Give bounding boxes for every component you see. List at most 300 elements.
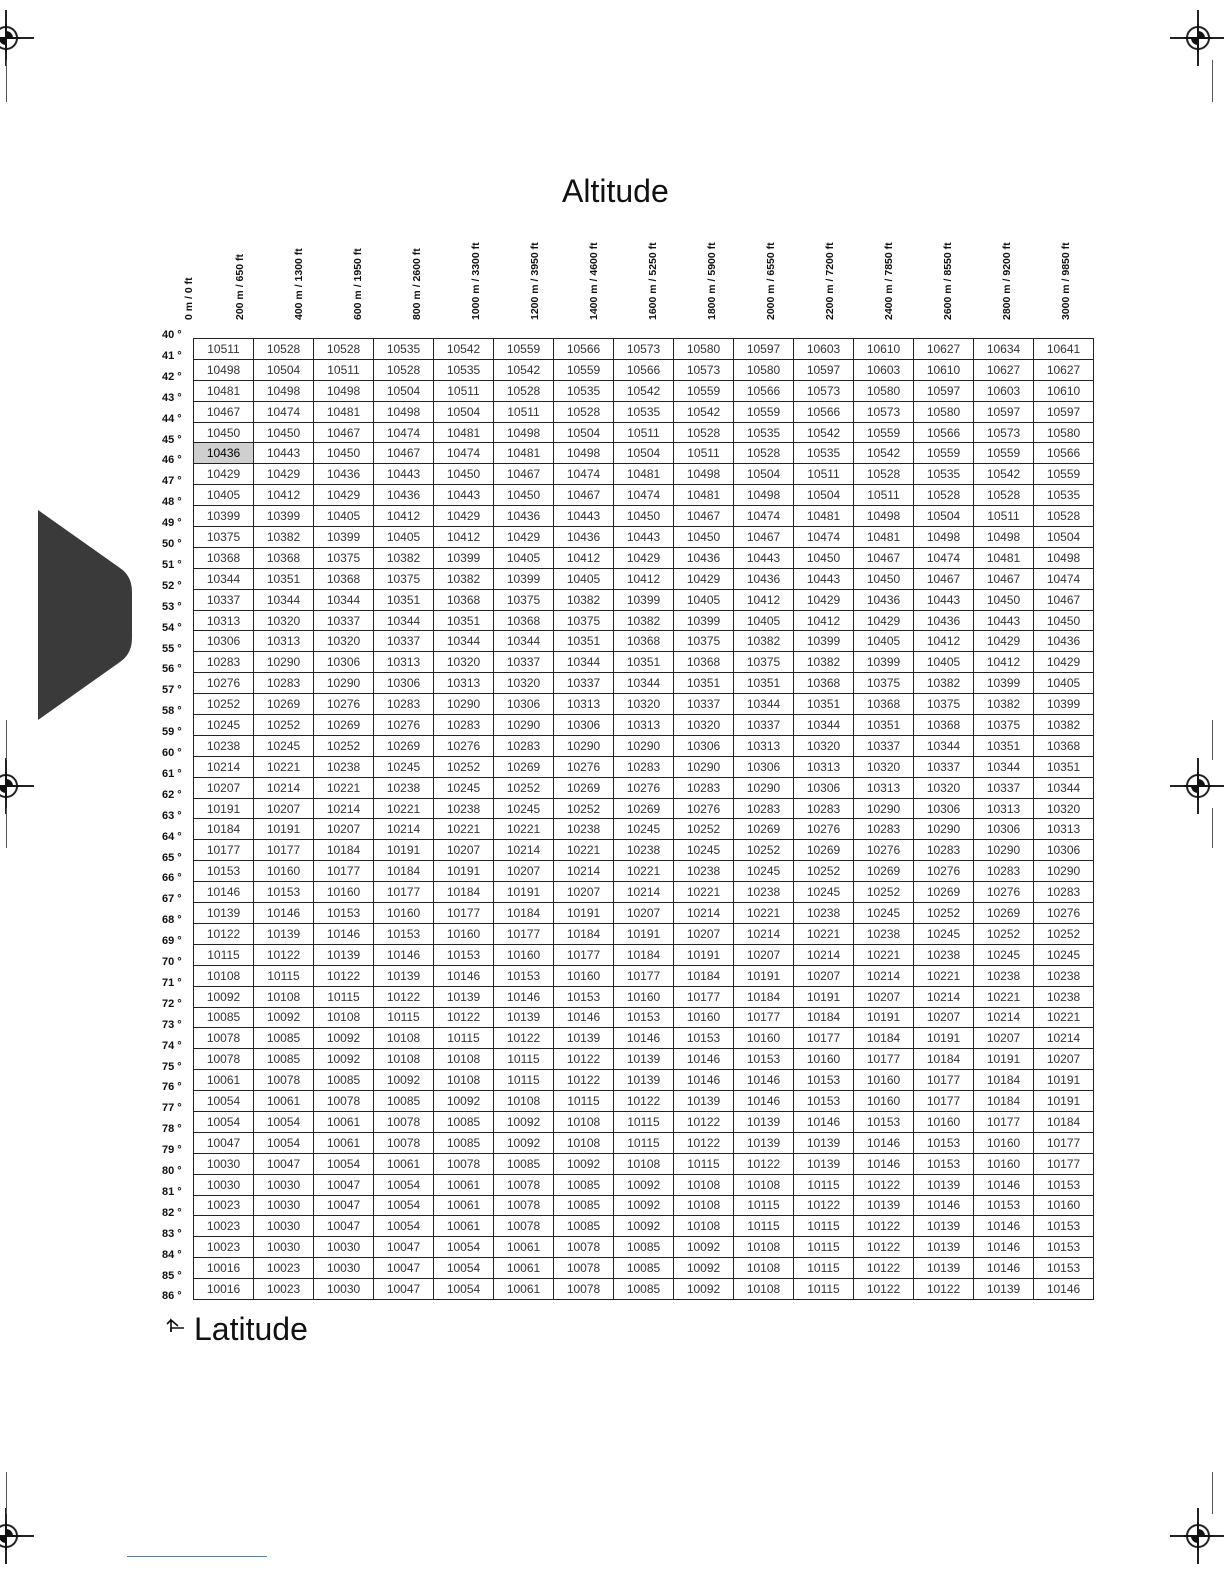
column-header-label: 800 m / 2600 ft <box>411 248 423 320</box>
table-cell: 10092 <box>554 1153 614 1174</box>
table-cell: 10375 <box>674 631 734 652</box>
table-cell: 10320 <box>614 694 674 715</box>
table-cell: 10177 <box>734 1007 794 1028</box>
table-row <box>194 1132 1094 1153</box>
table-cell: 10160 <box>674 1007 734 1028</box>
table-cell: 10177 <box>1034 1132 1094 1153</box>
table-cell: 10191 <box>614 923 674 944</box>
table-cell: 10160 <box>314 882 374 903</box>
latitude-label: 41 ° <box>162 349 182 362</box>
table-cell: 10320 <box>854 756 914 777</box>
table-cell: 10160 <box>494 944 554 965</box>
table-cell: 10306 <box>674 735 734 756</box>
table-cell: 10016 <box>194 1258 254 1279</box>
table-cell: 10122 <box>674 1111 734 1132</box>
table-cell: 10245 <box>194 715 254 736</box>
table-cell: 10399 <box>434 547 494 568</box>
table-cell: 10214 <box>854 965 914 986</box>
latitude-label: 80 ° <box>162 1165 182 1177</box>
table-cell: 10061 <box>494 1279 554 1300</box>
table-cell: 10214 <box>494 840 554 861</box>
table-row <box>194 527 1094 548</box>
table-cell: 10269 <box>734 819 794 840</box>
table-cell: 10597 <box>974 401 1034 422</box>
table-cell: 10313 <box>854 777 914 798</box>
table-cell: 10030 <box>194 1174 254 1195</box>
table-cell: 10474 <box>614 485 674 506</box>
table-cell: 10054 <box>434 1237 494 1258</box>
table-cell: 10184 <box>1034 1111 1094 1132</box>
latitude-label: 48 ° <box>162 496 182 509</box>
table-cell: 10306 <box>914 798 974 819</box>
table-cell: 10511 <box>614 422 674 443</box>
table-cell: 10283 <box>1034 882 1094 903</box>
table-row <box>194 819 1094 840</box>
table-cell: 10108 <box>254 986 314 1007</box>
table-cell: 10351 <box>374 589 434 610</box>
latitude-label: 74 ° <box>162 1039 182 1052</box>
table-cell: 10306 <box>374 673 434 694</box>
table-cell: 10115 <box>794 1216 854 1237</box>
table-cell: 10610 <box>854 339 914 360</box>
table-cell: 10146 <box>674 1070 734 1091</box>
table-cell: 10351 <box>734 673 794 694</box>
table-cell: 10634 <box>974 339 1034 360</box>
table-cell: 10344 <box>254 589 314 610</box>
table-cell: 10450 <box>254 422 314 443</box>
latitude-label: 77 ° <box>162 1102 182 1115</box>
latitude-label: 40 ° <box>162 329 182 341</box>
column-header <box>588 220 602 320</box>
table-cell: 10337 <box>914 756 974 777</box>
table-cell: 10375 <box>734 652 794 673</box>
table-cell: 10337 <box>194 589 254 610</box>
table-cell: 10351 <box>434 610 494 631</box>
latitude-label: 60 ° <box>162 747 182 759</box>
latitude-label: 52 ° <box>162 579 182 592</box>
registration-mark-mid-right <box>1178 766 1218 806</box>
table-cell: 10047 <box>314 1195 374 1216</box>
registration-mark-top-right <box>1178 18 1218 58</box>
table-cell: 10139 <box>434 986 494 1007</box>
table-cell: 10276 <box>854 840 914 861</box>
table-cell: 10030 <box>254 1216 314 1237</box>
table-cell: 10214 <box>314 798 374 819</box>
table-cell: 10504 <box>614 443 674 464</box>
table-cell: 10306 <box>494 694 554 715</box>
column-header <box>352 220 366 320</box>
table-cell: 10122 <box>374 986 434 1007</box>
table-cell: 10436 <box>914 610 974 631</box>
table-cell: 10184 <box>374 861 434 882</box>
table-cell: 10191 <box>194 798 254 819</box>
table-cell: 10542 <box>674 401 734 422</box>
table-cell: 10498 <box>974 527 1034 548</box>
table-row <box>194 1237 1094 1258</box>
table-cell: 10139 <box>674 1091 734 1112</box>
table-cell: 10078 <box>374 1132 434 1153</box>
table-cell: 10306 <box>794 777 854 798</box>
table-cell: 10368 <box>674 652 734 673</box>
table-cell: 10092 <box>314 1028 374 1049</box>
page-title: Altitude <box>562 173 669 209</box>
column-header <box>529 220 543 320</box>
table-cell: 10566 <box>914 422 974 443</box>
table-cell: 10221 <box>674 882 734 903</box>
table-cell: 10290 <box>554 735 614 756</box>
table-cell: 10184 <box>734 986 794 1007</box>
table-cell: 10122 <box>674 1132 734 1153</box>
table-cell: 10177 <box>254 840 314 861</box>
table-cell: 10061 <box>434 1174 494 1195</box>
table-cell: 10030 <box>314 1258 374 1279</box>
table-cell: 10122 <box>854 1258 914 1279</box>
table-cell: 10399 <box>494 568 554 589</box>
table-cell: 10252 <box>734 840 794 861</box>
latitude-label: 66 ° <box>162 872 182 885</box>
table-cell: 10115 <box>614 1111 674 1132</box>
table-cell: 10405 <box>854 631 914 652</box>
table-cell: 10528 <box>314 339 374 360</box>
table-cell: 10412 <box>974 652 1034 673</box>
footer-rule <box>127 1556 267 1557</box>
table-cell: 10481 <box>974 547 1034 568</box>
table-cell: 10580 <box>914 401 974 422</box>
table-cell: 10238 <box>974 965 1034 986</box>
table-cell: 10467 <box>914 568 974 589</box>
table-cell: 10375 <box>914 694 974 715</box>
table-row <box>194 1070 1094 1091</box>
table-cell: 10382 <box>794 652 854 673</box>
table-cell: 10443 <box>614 527 674 548</box>
table-cell: 10375 <box>194 527 254 548</box>
table-cell: 10078 <box>194 1049 254 1070</box>
table-cell: 10108 <box>674 1174 734 1195</box>
table-cell: 10344 <box>734 694 794 715</box>
table-cell: 10139 <box>914 1237 974 1258</box>
table-cell: 10405 <box>554 568 614 589</box>
table-cell: 10122 <box>554 1049 614 1070</box>
table-cell: 10214 <box>674 903 734 924</box>
table-cell: 10221 <box>374 798 434 819</box>
table-cell: 10207 <box>314 819 374 840</box>
table-cell: 10177 <box>1034 1153 1094 1174</box>
table-cell: 10092 <box>194 986 254 1007</box>
table-cell: 10153 <box>254 882 314 903</box>
table-cell: 10627 <box>974 359 1034 380</box>
table-cell: 10559 <box>854 422 914 443</box>
table-cell: 10412 <box>734 589 794 610</box>
table-cell: 10054 <box>194 1111 254 1132</box>
table-cell: 10511 <box>854 485 914 506</box>
column-header-label: 400 m / 1300 ft <box>293 248 305 320</box>
table-cell: 10023 <box>254 1279 314 1300</box>
table-cell: 10207 <box>554 882 614 903</box>
latitude-label: 68 ° <box>162 914 182 927</box>
table-cell: 10252 <box>254 715 314 736</box>
table-cell: 10054 <box>314 1153 374 1174</box>
table-cell: 10467 <box>1034 589 1094 610</box>
table-cell: 10313 <box>734 735 794 756</box>
table-cell: 10566 <box>1034 443 1094 464</box>
column-header-label: 1000 m / 3300 ft <box>470 242 482 320</box>
table-cell: 10252 <box>554 798 614 819</box>
table-cell: 10160 <box>974 1132 1034 1153</box>
table-cell: 10160 <box>734 1028 794 1049</box>
table-cell: 10238 <box>914 944 974 965</box>
table-cell: 10085 <box>614 1237 674 1258</box>
crop-line <box>6 808 7 848</box>
table-cell: 10474 <box>734 506 794 527</box>
latitude-label: 56 ° <box>162 663 182 676</box>
row-axis-label: Latitude <box>194 1311 308 1347</box>
table-cell: 10139 <box>614 1049 674 1070</box>
table-cell: 10061 <box>434 1195 494 1216</box>
latitude-label: 49 ° <box>162 517 182 530</box>
table-row <box>194 1111 1094 1132</box>
table-cell: 10207 <box>794 965 854 986</box>
table-row <box>194 965 1094 986</box>
table-row <box>194 756 1094 777</box>
table-cell: 10122 <box>314 965 374 986</box>
table-cell: 10429 <box>974 631 1034 652</box>
table-cell: 10320 <box>314 631 374 652</box>
table-cell: 10108 <box>734 1174 794 1195</box>
table-cell: 10238 <box>794 903 854 924</box>
table-cell: 10382 <box>614 610 674 631</box>
table-cell: 10399 <box>854 652 914 673</box>
table-cell: 10405 <box>494 547 554 568</box>
table-cell: 10313 <box>374 652 434 673</box>
table-cell: 10283 <box>254 673 314 694</box>
table-cell: 10283 <box>734 798 794 819</box>
table-cell: 10238 <box>194 735 254 756</box>
table-cell: 10511 <box>434 380 494 401</box>
table-cell: 10580 <box>1034 422 1094 443</box>
column-header-label: 2800 m / 9200 ft <box>1001 242 1013 320</box>
table-cell: 10344 <box>1034 777 1094 798</box>
table-cell: 10467 <box>554 485 614 506</box>
table-cell: 10191 <box>794 986 854 1007</box>
latitude-label: 54 ° <box>162 621 182 634</box>
table-cell: 10177 <box>974 1111 1034 1132</box>
table-row <box>194 944 1094 965</box>
table-cell: 10054 <box>254 1132 314 1153</box>
table-cell: 10559 <box>734 401 794 422</box>
table-cell: 10115 <box>374 1007 434 1028</box>
table-cell: 10351 <box>554 631 614 652</box>
table-cell: 10153 <box>974 1195 1034 1216</box>
table-row <box>194 923 1094 944</box>
table-cell: 10221 <box>494 819 554 840</box>
table-cell: 10207 <box>1034 1049 1094 1070</box>
table-cell: 10375 <box>374 568 434 589</box>
table-cell: 10474 <box>374 422 434 443</box>
table-cell: 10245 <box>614 819 674 840</box>
table-cell: 10542 <box>794 422 854 443</box>
latitude-label: 47 ° <box>162 475 182 488</box>
table-cell: 10429 <box>194 464 254 485</box>
table-cell: 10047 <box>374 1237 434 1258</box>
table-cell: 10214 <box>374 819 434 840</box>
table-cell: 10139 <box>554 1028 614 1049</box>
table-cell: 10245 <box>674 840 734 861</box>
table-cell: 10115 <box>494 1070 554 1091</box>
table-cell: 10276 <box>974 882 1034 903</box>
table-cell: 10344 <box>914 735 974 756</box>
table-cell: 10252 <box>914 903 974 924</box>
table-cell: 10276 <box>374 715 434 736</box>
table-cell: 10405 <box>194 485 254 506</box>
table-cell: 10184 <box>674 965 734 986</box>
table-cell: 10108 <box>674 1195 734 1216</box>
latitude-label: 42 ° <box>162 370 182 383</box>
table-cell: 10047 <box>194 1132 254 1153</box>
table-cell: 10276 <box>434 735 494 756</box>
table-cell: 10269 <box>554 777 614 798</box>
registration-mark-bottom-right <box>1178 1516 1218 1556</box>
table-cell: 10429 <box>614 547 674 568</box>
table-cell: 10221 <box>914 965 974 986</box>
table-cell: 10092 <box>674 1237 734 1258</box>
table-cell: 10535 <box>554 380 614 401</box>
table-cell: 10269 <box>794 840 854 861</box>
table-cell: 10153 <box>854 1111 914 1132</box>
table-cell: 10306 <box>734 756 794 777</box>
table-cell: 10498 <box>1034 547 1094 568</box>
table-cell: 10191 <box>1034 1091 1094 1112</box>
table-cell: 10450 <box>494 485 554 506</box>
table-cell: 10603 <box>794 339 854 360</box>
table-cell: 10160 <box>914 1111 974 1132</box>
table-cell: 10313 <box>254 631 314 652</box>
table-cell: 10269 <box>974 903 1034 924</box>
table-cell: 10481 <box>674 485 734 506</box>
table-cell: 10313 <box>434 673 494 694</box>
table-cell: 10115 <box>434 1028 494 1049</box>
table-cell: 10030 <box>254 1195 314 1216</box>
table-cell: 10573 <box>974 422 1034 443</box>
table-cell: 10283 <box>794 798 854 819</box>
table-cell: 10153 <box>794 1091 854 1112</box>
table-cell: 10085 <box>434 1111 494 1132</box>
crop-line <box>6 1472 7 1514</box>
table-cell: 10061 <box>434 1216 494 1237</box>
table-cell: 10573 <box>854 401 914 422</box>
table-row <box>194 1153 1094 1174</box>
table-cell: 10252 <box>1034 923 1094 944</box>
table-cell: 10160 <box>794 1049 854 1070</box>
table-cell: 10504 <box>434 401 494 422</box>
table-cell: 10412 <box>614 568 674 589</box>
table-row <box>194 1028 1094 1049</box>
table-row <box>194 1091 1094 1112</box>
table-cell: 10139 <box>254 923 314 944</box>
table-cell: 10498 <box>674 464 734 485</box>
table-cell: 10290 <box>674 756 734 777</box>
table-cell: 10146 <box>974 1237 1034 1258</box>
table-cell: 10153 <box>914 1132 974 1153</box>
crop-line <box>1212 60 1213 102</box>
table-cell: 10337 <box>554 673 614 694</box>
table-cell: 10542 <box>854 443 914 464</box>
table-cell: 10221 <box>974 986 1034 1007</box>
table-cell: 10511 <box>314 359 374 380</box>
column-header-label: 1600 m / 5250 ft <box>647 242 659 320</box>
table-cell: 10276 <box>194 673 254 694</box>
column-header-label: 3000 m / 9850 ft <box>1060 242 1072 320</box>
table-row <box>194 1007 1094 1028</box>
table-cell: 10450 <box>794 547 854 568</box>
table-cell: 10108 <box>434 1070 494 1091</box>
column-header <box>942 220 956 320</box>
table-cell: 10450 <box>314 443 374 464</box>
latitude-label: 58 ° <box>162 705 182 718</box>
table-cell: 10368 <box>434 589 494 610</box>
table-cell: 10542 <box>614 380 674 401</box>
table-row <box>194 359 1094 380</box>
table-cell: 10191 <box>1034 1070 1094 1091</box>
table-cell: 10146 <box>494 986 554 1007</box>
table-cell: 10320 <box>914 777 974 798</box>
table-cell: 10467 <box>674 506 734 527</box>
table-cell: 10344 <box>794 715 854 736</box>
table-cell: 10078 <box>194 1028 254 1049</box>
table-cell: 10238 <box>734 882 794 903</box>
table-row <box>194 610 1094 631</box>
table-row <box>194 986 1094 1007</box>
table-row <box>194 715 1094 736</box>
table-cell: 10283 <box>914 840 974 861</box>
table-cell: 10498 <box>314 380 374 401</box>
crop-line <box>1212 720 1213 760</box>
table-cell: 10368 <box>614 631 674 652</box>
table-cell: 10214 <box>194 756 254 777</box>
table-cell: 10191 <box>254 819 314 840</box>
table-cell: 10146 <box>194 882 254 903</box>
table-cell: 10412 <box>554 547 614 568</box>
table-cell: 10320 <box>674 715 734 736</box>
table-cell: 10290 <box>314 673 374 694</box>
latitude-label: 76 ° <box>162 1081 182 1094</box>
table-cell: 10078 <box>554 1279 614 1300</box>
table-cell: 10023 <box>194 1195 254 1216</box>
table-cell: 10498 <box>734 485 794 506</box>
table-cell: 10177 <box>194 840 254 861</box>
table-cell: 10115 <box>314 986 374 1007</box>
table-cell: 10191 <box>734 965 794 986</box>
table-cell: 10313 <box>554 694 614 715</box>
table-cell: 10160 <box>854 1091 914 1112</box>
table-cell: 10283 <box>974 861 1034 882</box>
table-cell: 10498 <box>254 380 314 401</box>
table-cell: 10122 <box>854 1279 914 1300</box>
table-cell: 10474 <box>794 527 854 548</box>
table-cell: 10436 <box>734 568 794 589</box>
table-cell: 10047 <box>374 1279 434 1300</box>
table-cell: 10436 <box>494 506 554 527</box>
table-cell: 10146 <box>1034 1279 1094 1300</box>
table-cell: 10313 <box>974 798 1034 819</box>
latitude-label: 69 ° <box>162 935 182 948</box>
table-cell: 10030 <box>254 1174 314 1195</box>
latitude-label: 50 ° <box>162 538 182 550</box>
latitude-label: 86 ° <box>162 1290 182 1303</box>
table-row <box>194 1174 1094 1195</box>
table-cell: 10108 <box>614 1153 674 1174</box>
table-cell: 10245 <box>794 882 854 903</box>
table-cell: 10290 <box>614 735 674 756</box>
